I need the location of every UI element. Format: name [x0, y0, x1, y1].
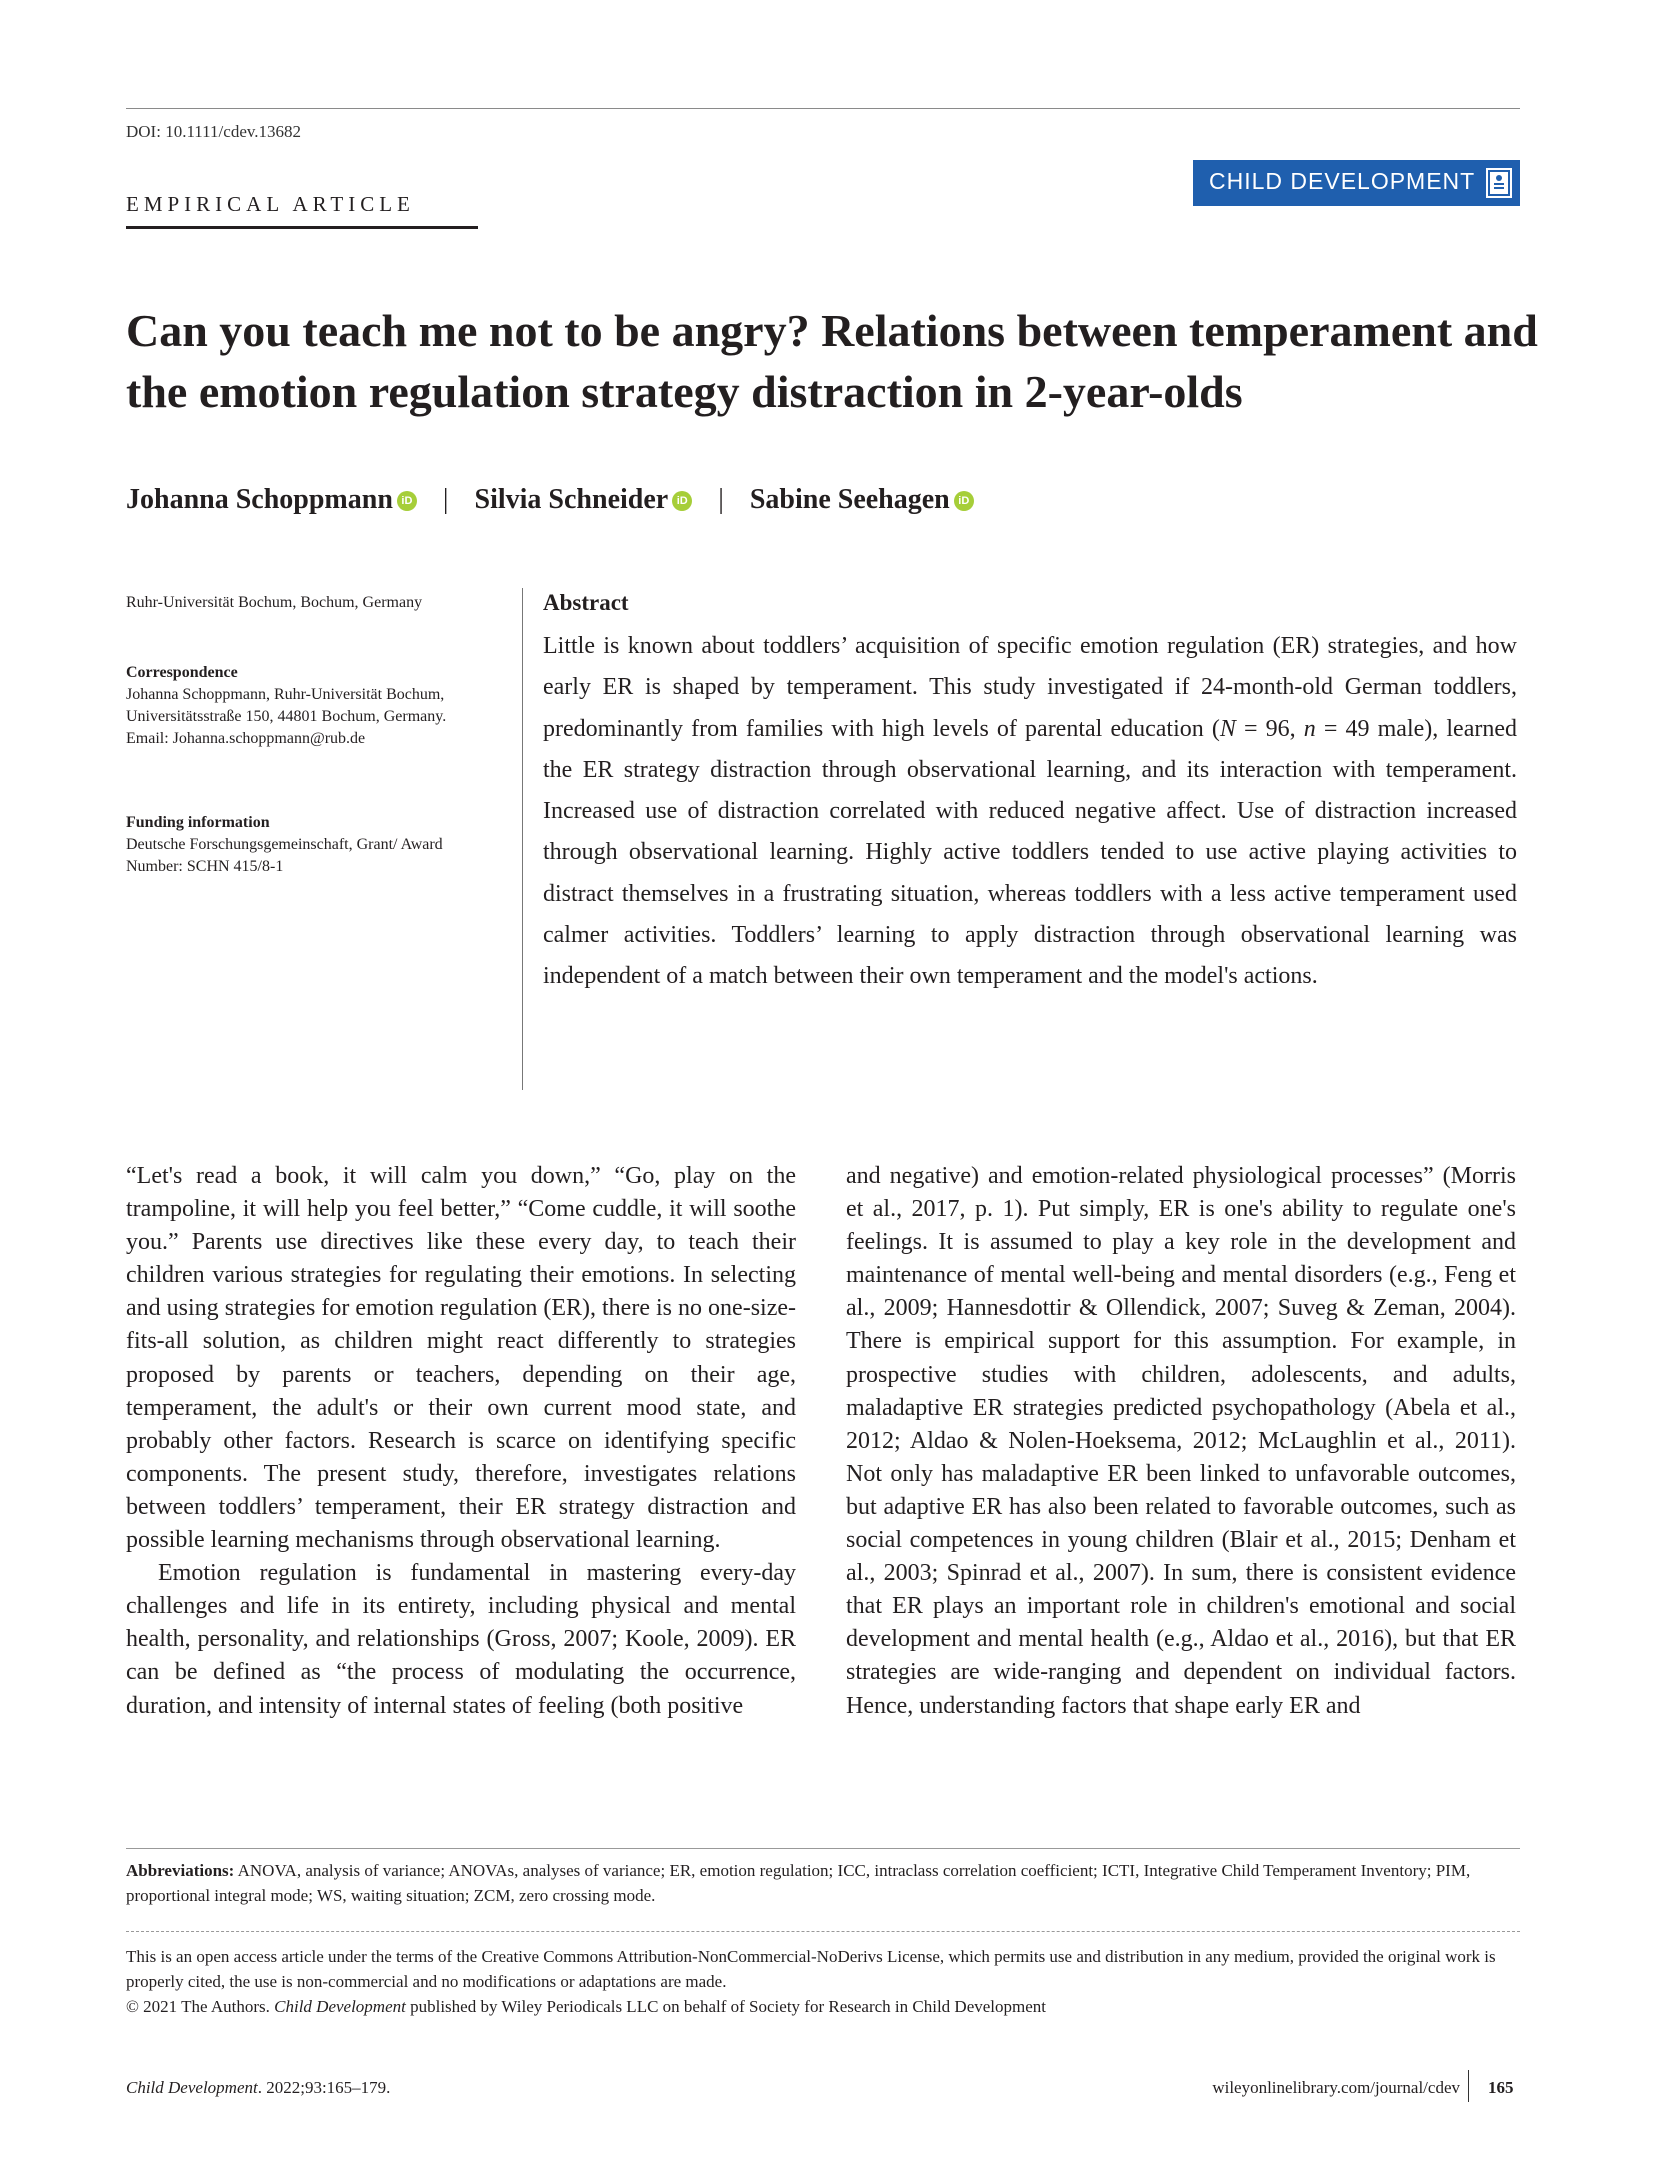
- license-rule: [126, 1931, 1520, 1932]
- orcid-icon[interactable]: iD: [672, 491, 692, 511]
- body-paragraph: Emotion regulation is fundamental in mastering every-day challenges and life in its entirety, including physical and mental health, personality, and relationships (Gross, 2007; Koole, 2009). ER can be defined as “the process of modulating the occurrence, duration, and intensity of internal states of feeling (both positive: [126, 1560, 796, 1719]
- license-text: This is an open access article under the terms of the Creative Commons Attribution-NonCommercial-NoDerivs License, which permits use and distribution in any medium, provided the original work is properly cited, the use is non-commercial and no modifications or adaptations are made.: [126, 1947, 1496, 1991]
- abbreviations-text: ANOVA, analysis of variance; ANOVAs, analyses of variance; ER, emotion regulation; ICC, intraclass correlation coefficient; ICTI, Integrative Child Temperament Inventory; PIM, proportional integral mode; WS, waiting situation; ZCM, zero crossing mode.: [126, 1861, 1471, 1905]
- article-title: Can you teach me not to be angry? Relations between temperament and the emotion regulation strategy distraction in 2-year-olds: [126, 305, 1538, 417]
- journal-badge: [1193, 160, 1520, 206]
- author-name: Silvia Schneider: [474, 484, 669, 515]
- abstract-heading: Abstract: [543, 590, 629, 615]
- footer-volume: . 2022;93:165–179.: [257, 2078, 391, 2097]
- author-separator: |: [442, 484, 449, 515]
- abstract-rule: [522, 588, 523, 1090]
- author-separator: |: [718, 484, 724, 515]
- author-name: Sabine Seehagen: [749, 484, 950, 515]
- abstract-text: Little is known about toddlers’ acquisition of specific emotion regulation (ER) strategies, and how early ER is shaped by temperament. This study investigated if 24-month-old German toddlers, predominantly from families with high levels of parental education (N = 96, n = 49 male), learned the ER strategy distraction through observational learning, and its interaction with temperament. Increased use of distraction correlated with reduced negative affect. Use of distraction increased through observational learning. Highly active toddlers tended to use active playing activities to distract themselves in a frustrating situation, whereas toddlers with a less active temperament used calmer activities. Toddlers’ learning to apply distraction through observational learning was independent of a match between their own temperament and the model's actions.: [543, 633, 1517, 990]
- correspondence-block: [126, 662, 466, 750]
- body-paragraph: “Let's read a book, it will calm you down,” “Go, play on the trampoline, it will help you feel better,” “Come cuddle, it will soothe you.” Parents use directives like these every day, to teach their children various strategies for regulating their emotions. In selecting and using strategies for emotion regulation (ER), there is no one-size-fits-all solution, as children might react differently to strategies proposed by parents or teachers, depending on their age, temperament, the adult's or their own current mood state, and probably other factors. Research is scarce on identifying specific components. The present study, therefore, investigates relations between toddlers’ temperament, their ER strategy distraction and possible learning mechanisms through observational learning.: [126, 1163, 796, 1554]
- author-name: Johanna Schoppmann: [126, 484, 393, 515]
- footnote-rule: [126, 1848, 1520, 1849]
- article-type: EMPIRICAL ARTICLE: [126, 192, 415, 216]
- correspondence-email[interactable]: Email: Johanna.schoppmann@rub.de: [126, 730, 366, 747]
- footer-citation: [126, 2078, 390, 2098]
- footer-url[interactable]: wileyonlinelibrary.com/journal/cdev: [1212, 2078, 1460, 2097]
- page-number: 165: [1488, 2078, 1514, 2097]
- abbreviations-label: Abbreviations:: [126, 1861, 235, 1880]
- srcd-logo-icon: [1486, 168, 1512, 198]
- footer-separator: [1468, 2070, 1469, 2102]
- body-column-right: [846, 1160, 1516, 1723]
- funding-heading: Funding information: [126, 814, 270, 831]
- orcid-icon[interactable]: iD: [397, 491, 417, 511]
- article-type-underline: [126, 226, 478, 229]
- abstract: [543, 590, 1517, 998]
- body-column-left: [126, 1160, 796, 1723]
- correspondence-text: Johanna Schoppmann, Ruhr-Universität Bochum, Universitätsstraße 150, 44801 Bochum, Germany.: [126, 686, 447, 725]
- correspondence-heading: Correspondence: [126, 664, 238, 681]
- footer-journal: Child Development: [126, 2078, 258, 2097]
- copyright-line: © 2021 The Authors. Child Development published by Wiley Periodicals LLC on behalf of Society for Research in Child Development: [126, 1997, 1046, 2016]
- orcid-icon[interactable]: iD: [954, 491, 974, 511]
- author-list: [126, 484, 974, 516]
- funding-block: [126, 812, 466, 878]
- doi: DOI: 10.1111/cdev.13682: [126, 122, 302, 141]
- journal-badge-text: CHILD DEVELOPMENT: [1209, 168, 1476, 194]
- funding-text: Deutsche Forschungsgemeinschaft, Grant/ Award Number: SCHN 415/8-1: [126, 836, 443, 875]
- header-rule: [126, 108, 1520, 109]
- license-block: [126, 1944, 1520, 2019]
- abbreviations: [126, 1858, 1520, 1908]
- affiliation: Ruhr-Universität Bochum, Bochum, Germany: [126, 594, 423, 611]
- body-paragraph: and negative) and emotion-related physiological processes” (Morris et al., 2017, p. 1). Put simply, ER is one's ability to regulate one's feelings. It is assumed to play a key role in the development and maintenance of mental well-being and mental disorders (e.g., Feng et al., 2009; Hannesdottir & Ollendick, 2007; Suveg & Zeman, 2004). There is empirical support for this assumption. For example, in prospective studies with children, adolescents, and adults, maladaptive ER strategies predicted psychopathology (Abela et al., 2012; Aldao & Nolen-Hoeksema, 2012; McLaughlin et al., 2011). Not only has maladaptive ER been linked to unfavorable outcomes, but adaptive ER has also been related to favorable outcomes, such as social competences in young children (Blair et al., 2015; Denham et al., 2003; Spinrad et al., 2007). In sum, there is consistent evidence that ER plays an important role in children's emotional and social development and mental health (e.g., Aldao et al., 2016), but that ER strategies are wide-ranging and dependent on individual factors. Hence, understanding factors that shape early ER and: [846, 1163, 1516, 1719]
